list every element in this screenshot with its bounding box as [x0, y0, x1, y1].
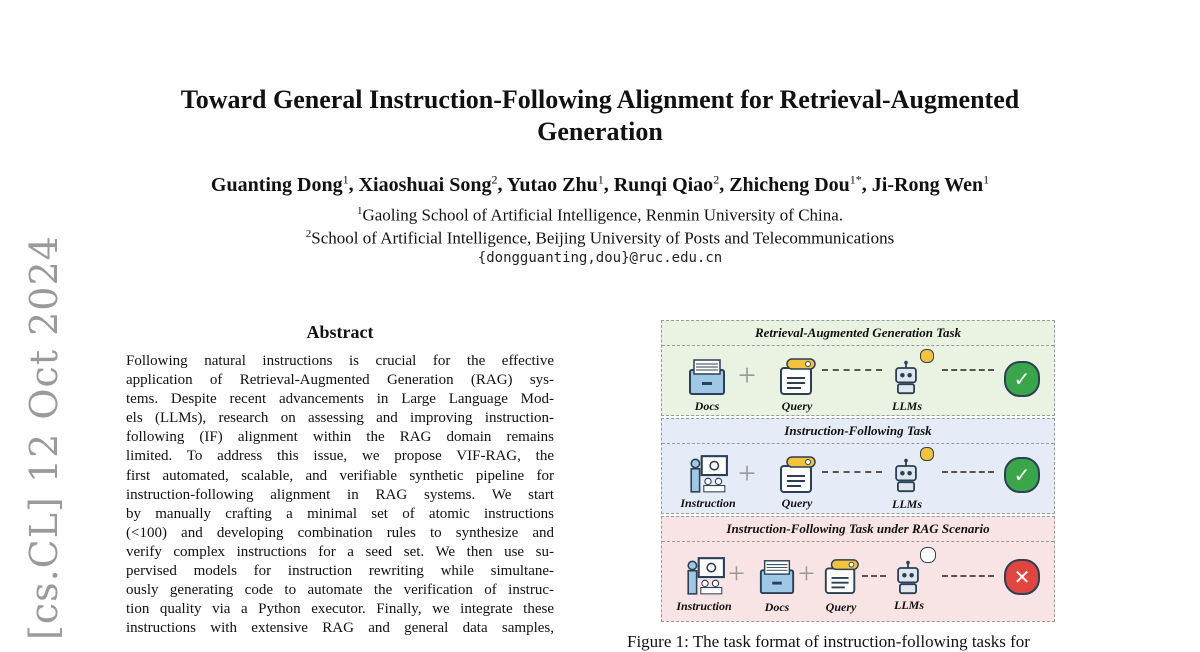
- cross-icon: ✕: [1004, 559, 1040, 595]
- author: Xiaoshuai Song$^2$: [358, 172, 498, 196]
- panel-rag-task: [661, 320, 1055, 416]
- docs-label: Docs: [694, 399, 720, 413]
- brain-icon: [920, 547, 936, 563]
- panel-title: Instruction-Following Task under RAG Scenario: [662, 517, 1054, 542]
- figure-caption: Figure 1: The task format of instruction-following tasks for: [627, 632, 1030, 651]
- plus-icon: +: [728, 557, 745, 590]
- author: Ji-Rong Wen$^1$: [871, 172, 990, 196]
- arrow-icon: [942, 471, 994, 473]
- abstract-line: ously generating code to automate the verification of instruc-: [126, 582, 554, 599]
- author: Runqi Qiao$^2$: [613, 172, 720, 196]
- author-list: Guanting Dong$^1$, Xiaoshuai Song$^2$, Yutao Zhu$^1$, Runqi Qiao$^2$, Zhicheng Dou$^{1*}$, Ji-Rong Wen$^1$: [210, 172, 990, 196]
- plus-icon: +: [738, 357, 757, 393]
- robot-icon: [888, 357, 924, 397]
- abstract-line: verify complex instructions for a seed set. We then use su-: [126, 543, 554, 560]
- arrow-icon: [862, 575, 886, 577]
- abstract-line: application of Retrieval-Augmented Generation (RAG) sys-: [126, 372, 554, 389]
- abstract-line: first automated, scalable, and verifiable synthetic pipeline for: [126, 467, 554, 484]
- affiliation-2: $^2$School of Artificial Intelligence, Beijing University of Posts and Telecommunications: [305, 228, 895, 248]
- abstract-line: tems. Despite recent advancements in Large Language Mod-: [126, 391, 554, 408]
- paper-title: [100, 84, 1100, 148]
- abstract-line: limited. To address this issue, we propose VIF-RAG, the: [126, 448, 554, 465]
- llms-label: LLMs: [892, 497, 922, 511]
- panel-title: Retrieval-Augmented Generation Task: [662, 321, 1054, 346]
- lightbulb-icon: [920, 447, 934, 461]
- author: Yutao Zhu$^1$: [506, 172, 604, 196]
- abstract-line: els (LLMs), research on assessing and improving instruction-: [126, 410, 554, 427]
- robot-icon: [888, 455, 924, 495]
- query-label: Query: [781, 496, 813, 510]
- query-icon: [822, 555, 860, 597]
- affiliation-1: $^1$Gaoling School of Artificial Intelligence, Renmin University of China.: [356, 205, 844, 225]
- arrow-icon: [942, 369, 994, 371]
- instruction-label: Instruction: [680, 496, 736, 510]
- abstract-line: tion quality via a Python executor. Finally, we integrate these: [126, 601, 554, 618]
- docs-icon: [687, 355, 727, 397]
- instruction-icon: [687, 453, 729, 495]
- llms-label: LLMs: [892, 399, 922, 413]
- check-icon: ✓: [1004, 361, 1040, 397]
- abstract-line: instructions with extensive RAG and general data samples,: [126, 620, 554, 637]
- check-icon: ✓: [1004, 457, 1040, 493]
- title-line-1: Toward General Instruction-Following Alignment for Retrieval-Augmented: [180, 85, 1020, 114]
- arxiv-stamp: [cs.CL] 12 Oct 2024: [22, 235, 66, 640]
- figure-1: [661, 320, 1055, 622]
- llms-label: LLMs: [894, 598, 924, 612]
- robot-icon: [890, 557, 926, 597]
- arrow-icon: [822, 471, 882, 473]
- author: Guanting Dong$^1$: [210, 172, 349, 196]
- arrow-icon: [942, 575, 994, 577]
- abstract-line: by manually crafting a minimal set of atomic instructions: [126, 505, 554, 522]
- author-email[interactable]: {dongguanting,dou}@ruc.edu.cn: [477, 250, 723, 266]
- panel-if-rag-task: [661, 516, 1055, 622]
- query-label: Query: [781, 399, 813, 413]
- abstract-line: Following natural instructions is crucial for the effective: [126, 353, 554, 369]
- query-icon: [777, 453, 817, 495]
- abstract-line: pervised models for instruction rewriting while simultane-: [126, 563, 554, 580]
- query-label: Query: [825, 600, 857, 614]
- abstract-line: instruction-following alignment in RAG systems. We start: [126, 486, 554, 503]
- instruction-icon: [684, 555, 726, 597]
- abstract-body: [126, 352, 554, 638]
- plus-icon: +: [738, 455, 757, 491]
- panel-if-task: [661, 418, 1055, 514]
- docs-icon: [758, 555, 796, 597]
- plus-icon: +: [798, 557, 815, 590]
- panel-title: Instruction-Following Task: [662, 419, 1054, 444]
- query-icon: [777, 355, 817, 397]
- title-line-2: Generation: [537, 117, 663, 146]
- instruction-label: Instruction: [676, 599, 732, 613]
- arrow-icon: [822, 369, 882, 371]
- docs-label: Docs: [764, 600, 790, 614]
- abstract-line: following (IF) alignment within the RAG domain remains: [126, 429, 554, 446]
- abstract-line: (<100) and developing combination rules to synthesize and: [126, 524, 554, 541]
- abstract-heading: Abstract: [306, 322, 374, 342]
- lightbulb-icon: [920, 349, 934, 363]
- author: Zhicheng Dou$^{1*}$: [729, 172, 862, 196]
